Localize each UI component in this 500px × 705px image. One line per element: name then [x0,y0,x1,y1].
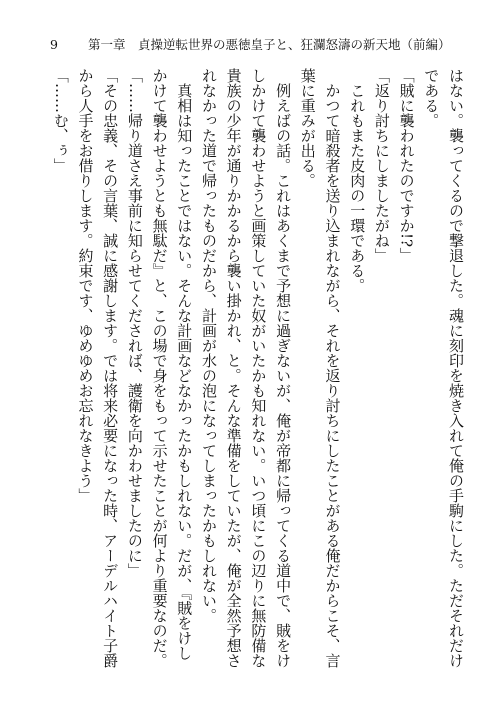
text-column: 「その忠義、その言葉、誠に感謝します。では将来必要になった時、アーデルハイト子爵 [101,68,120,668]
text-column: これもまた皮肉の一環である。 [348,68,367,293]
text-column: 貴族の少年が通りかかるから襲い掛かれ、と。そんな準備をしていたが、俺が全然予想さ [224,68,243,668]
text-column: 「賊に襲われたのですか!?」 [397,68,416,263]
text-column: 「……む、ぅ」 [51,68,70,173]
text-column: はない。襲ってくるので撃退した。魂に刻印を焼き入れて俺の手駒にした。ただそれだけ [447,68,465,668]
page-number: 9 [50,37,58,52]
text-column: から人手をお借りします。約束です、ゆめゆめお忘れなきよう」 [76,68,95,503]
chapter-title: 第一章 貞操逆転世界の悪徳皇子と、狂瀾怒濤の新天地（前編） [88,37,451,52]
text-column: 「返り討ちにしましたがね」 [372,68,391,263]
text-column: かつて暗殺者を送り込まれながら、それを返り討ちにしたことがある俺だからこそ、言 [323,68,342,668]
text-column: しかけて襲わせようと画策していた奴がいたかも知れない。いつ頃にこの辺りに無防備な [249,68,268,668]
text-column: れなかった道で帰ったものだから、計画が水の泡になってしまったかもしれない。 [199,68,218,623]
text-column: 「……帰り道さえ事前に知らせてくだされば、護衛を向かわせましたのに」 [125,68,144,578]
text-column: 例えばの話。これはあくまで予想に過ぎないが、俺が帝都に帰ってくる道中で、賊をけ [274,68,293,668]
vertical-text-body [48,68,468,670]
text-column: 真相は知ったことではない。そんな計画などなかったかもしれない。だが、『賊をけし [175,68,194,661]
text-column: 葉に重みが出る。 [298,68,317,188]
text-column: である。 [422,68,441,128]
text-column: かけて襲わせようとも無駄だ』と、この場で身をもって示せたことが何より重要なのだ。 [150,68,169,668]
running-head [50,36,470,54]
